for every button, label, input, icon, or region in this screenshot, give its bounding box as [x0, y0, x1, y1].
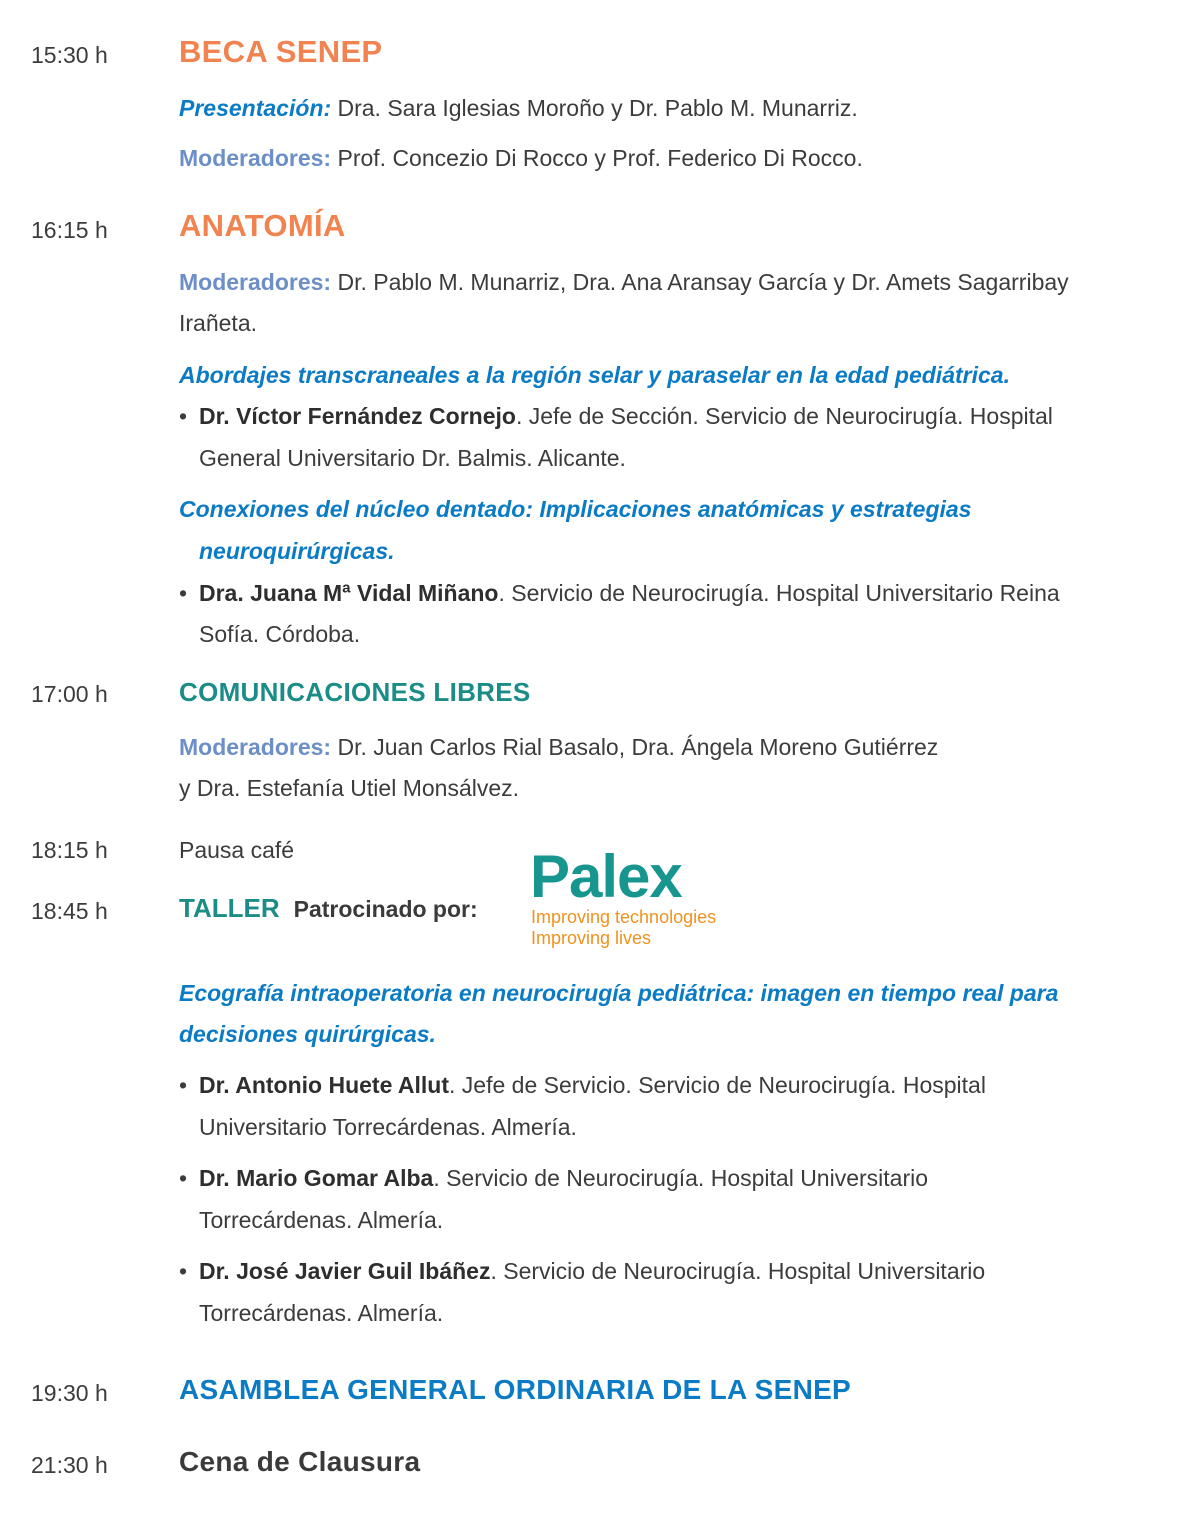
- speaker-affiliation: . Servicio de Neurocirugía. Hospital Universitario: [490, 1258, 986, 1284]
- moderators-label: Moderadores:: [179, 145, 332, 171]
- talk-title-cont: decisiones quirúrgicas.: [179, 1021, 436, 1047]
- talk-title: Ecografía intraoperatoria en neurocirugía pediátrica: imagen en tiempo real para: [179, 980, 1059, 1006]
- time-1615: 16:15 h: [31, 217, 108, 243]
- palex-logo: [530, 843, 745, 950]
- presentation-text: Dra. Sara Iglesias Moroño y Dr. Pablo M. Munarriz.: [331, 95, 858, 121]
- speaker-affiliation-cont: Universitario Torrecárdenas. Almería.: [199, 1114, 577, 1140]
- section-title-comunicaciones: COMUNICACIONES LIBRES: [179, 677, 531, 707]
- time-1700: 17:00 h: [31, 681, 108, 707]
- speaker-name: Dr. Antonio Huete Allut: [199, 1072, 450, 1098]
- speaker-item: [179, 1072, 986, 1099]
- moderators-text-cont: Irañeta.: [179, 310, 257, 336]
- palex-logo-word: Palex: [530, 843, 682, 910]
- speaker-affiliation-cont: General Universitario Dr. Balmis. Alicante.: [199, 445, 626, 471]
- speaker-name: Dr. José Javier Guil Ibáñez: [199, 1258, 491, 1284]
- speaker-affiliation-cont: Torrecárdenas. Almería.: [199, 1300, 444, 1326]
- moderators-text: Prof. Concezio Di Rocco y Prof. Federico Di Rocco.: [331, 145, 863, 171]
- moderators-label: Moderadores:: [179, 269, 332, 295]
- moderators-line: [179, 145, 863, 172]
- bullet-icon: •: [179, 403, 188, 429]
- moderators-text: Dr. Pablo M. Munarriz, Dra. Ana Aransay García y Dr. Amets Sagarribay: [331, 269, 1069, 295]
- speaker-name: Dr. Víctor Fernández Cornejo: [199, 403, 516, 429]
- talk-title: Conexiones del núcleo dentado: Implicaciones anatómicas y estrategias: [179, 496, 972, 522]
- time-1530: 15:30 h: [31, 42, 108, 68]
- speaker-affiliation: . Servicio de Neurocirugía. Hospital Universitario: [433, 1165, 929, 1191]
- time-1845: 18:45 h: [31, 898, 108, 924]
- presentation-label: Presentación:: [179, 95, 332, 121]
- talk-title-cont: neuroquirúrgicas.: [199, 538, 395, 564]
- time-1930: 19:30 h: [31, 1380, 108, 1406]
- moderators-text-cont: y Dra. Estefanía Utiel Monsálvez.: [179, 775, 520, 801]
- coffee-break: Pausa café: [179, 837, 295, 863]
- moderators-label: Moderadores:: [179, 734, 332, 760]
- talk-title: Abordajes transcraneales a la región selar y paraselar en la edad pediátrica.: [179, 362, 1010, 388]
- bullet-icon: •: [179, 1165, 188, 1191]
- time-1815: 18:15 h: [31, 837, 108, 863]
- sponsor-label: Patrocinado por:: [293, 896, 478, 922]
- section-title-cena: Cena de Clausura: [179, 1446, 421, 1477]
- moderators-text: Dr. Juan Carlos Rial Basalo, Dra. Ángela Moreno Gutiérrez: [331, 734, 939, 760]
- speaker-affiliation: . Jefe de Servicio. Servicio de Neurocirugía. Hospital: [449, 1072, 986, 1098]
- palex-tagline-1: Improving technologies: [531, 907, 717, 927]
- speaker-item: [179, 580, 1060, 607]
- presentation-line: [179, 95, 858, 122]
- bullet-icon: •: [179, 1258, 188, 1284]
- speaker-affiliation-cont: Sofía. Córdoba.: [199, 621, 361, 647]
- speaker-affiliation: . Servicio de Neurocirugía. Hospital Universitario Reina: [498, 580, 1060, 606]
- speaker-item: [179, 1165, 928, 1192]
- palex-tagline-2: Improving lives: [531, 928, 652, 948]
- speaker-affiliation: . Jefe de Sección. Servicio de Neurocirugía. Hospital: [515, 403, 1053, 429]
- moderators-line: [179, 269, 1069, 296]
- speaker-item: [179, 1258, 985, 1285]
- speaker-name: Dra. Juana Mª Vidal Miñano: [199, 580, 499, 606]
- section-title-taller: TALLER: [179, 893, 280, 923]
- time-2130: 21:30 h: [31, 1452, 108, 1478]
- moderators-line: [179, 734, 938, 761]
- speaker-item: [179, 403, 1053, 430]
- section-title-beca-senep: BECA SENEP: [179, 34, 383, 69]
- section-title-asamblea: ASAMBLEA GENERAL ORDINARIA DE LA SENEP: [179, 1374, 852, 1405]
- bullet-icon: •: [179, 580, 188, 606]
- speaker-affiliation-cont: Torrecárdenas. Almería.: [199, 1207, 444, 1233]
- section-title-anatomia: ANATOMÍA: [179, 208, 346, 243]
- speaker-name: Dr. Mario Gomar Alba: [199, 1165, 434, 1191]
- bullet-icon: •: [179, 1072, 188, 1098]
- taller-line: [179, 893, 478, 924]
